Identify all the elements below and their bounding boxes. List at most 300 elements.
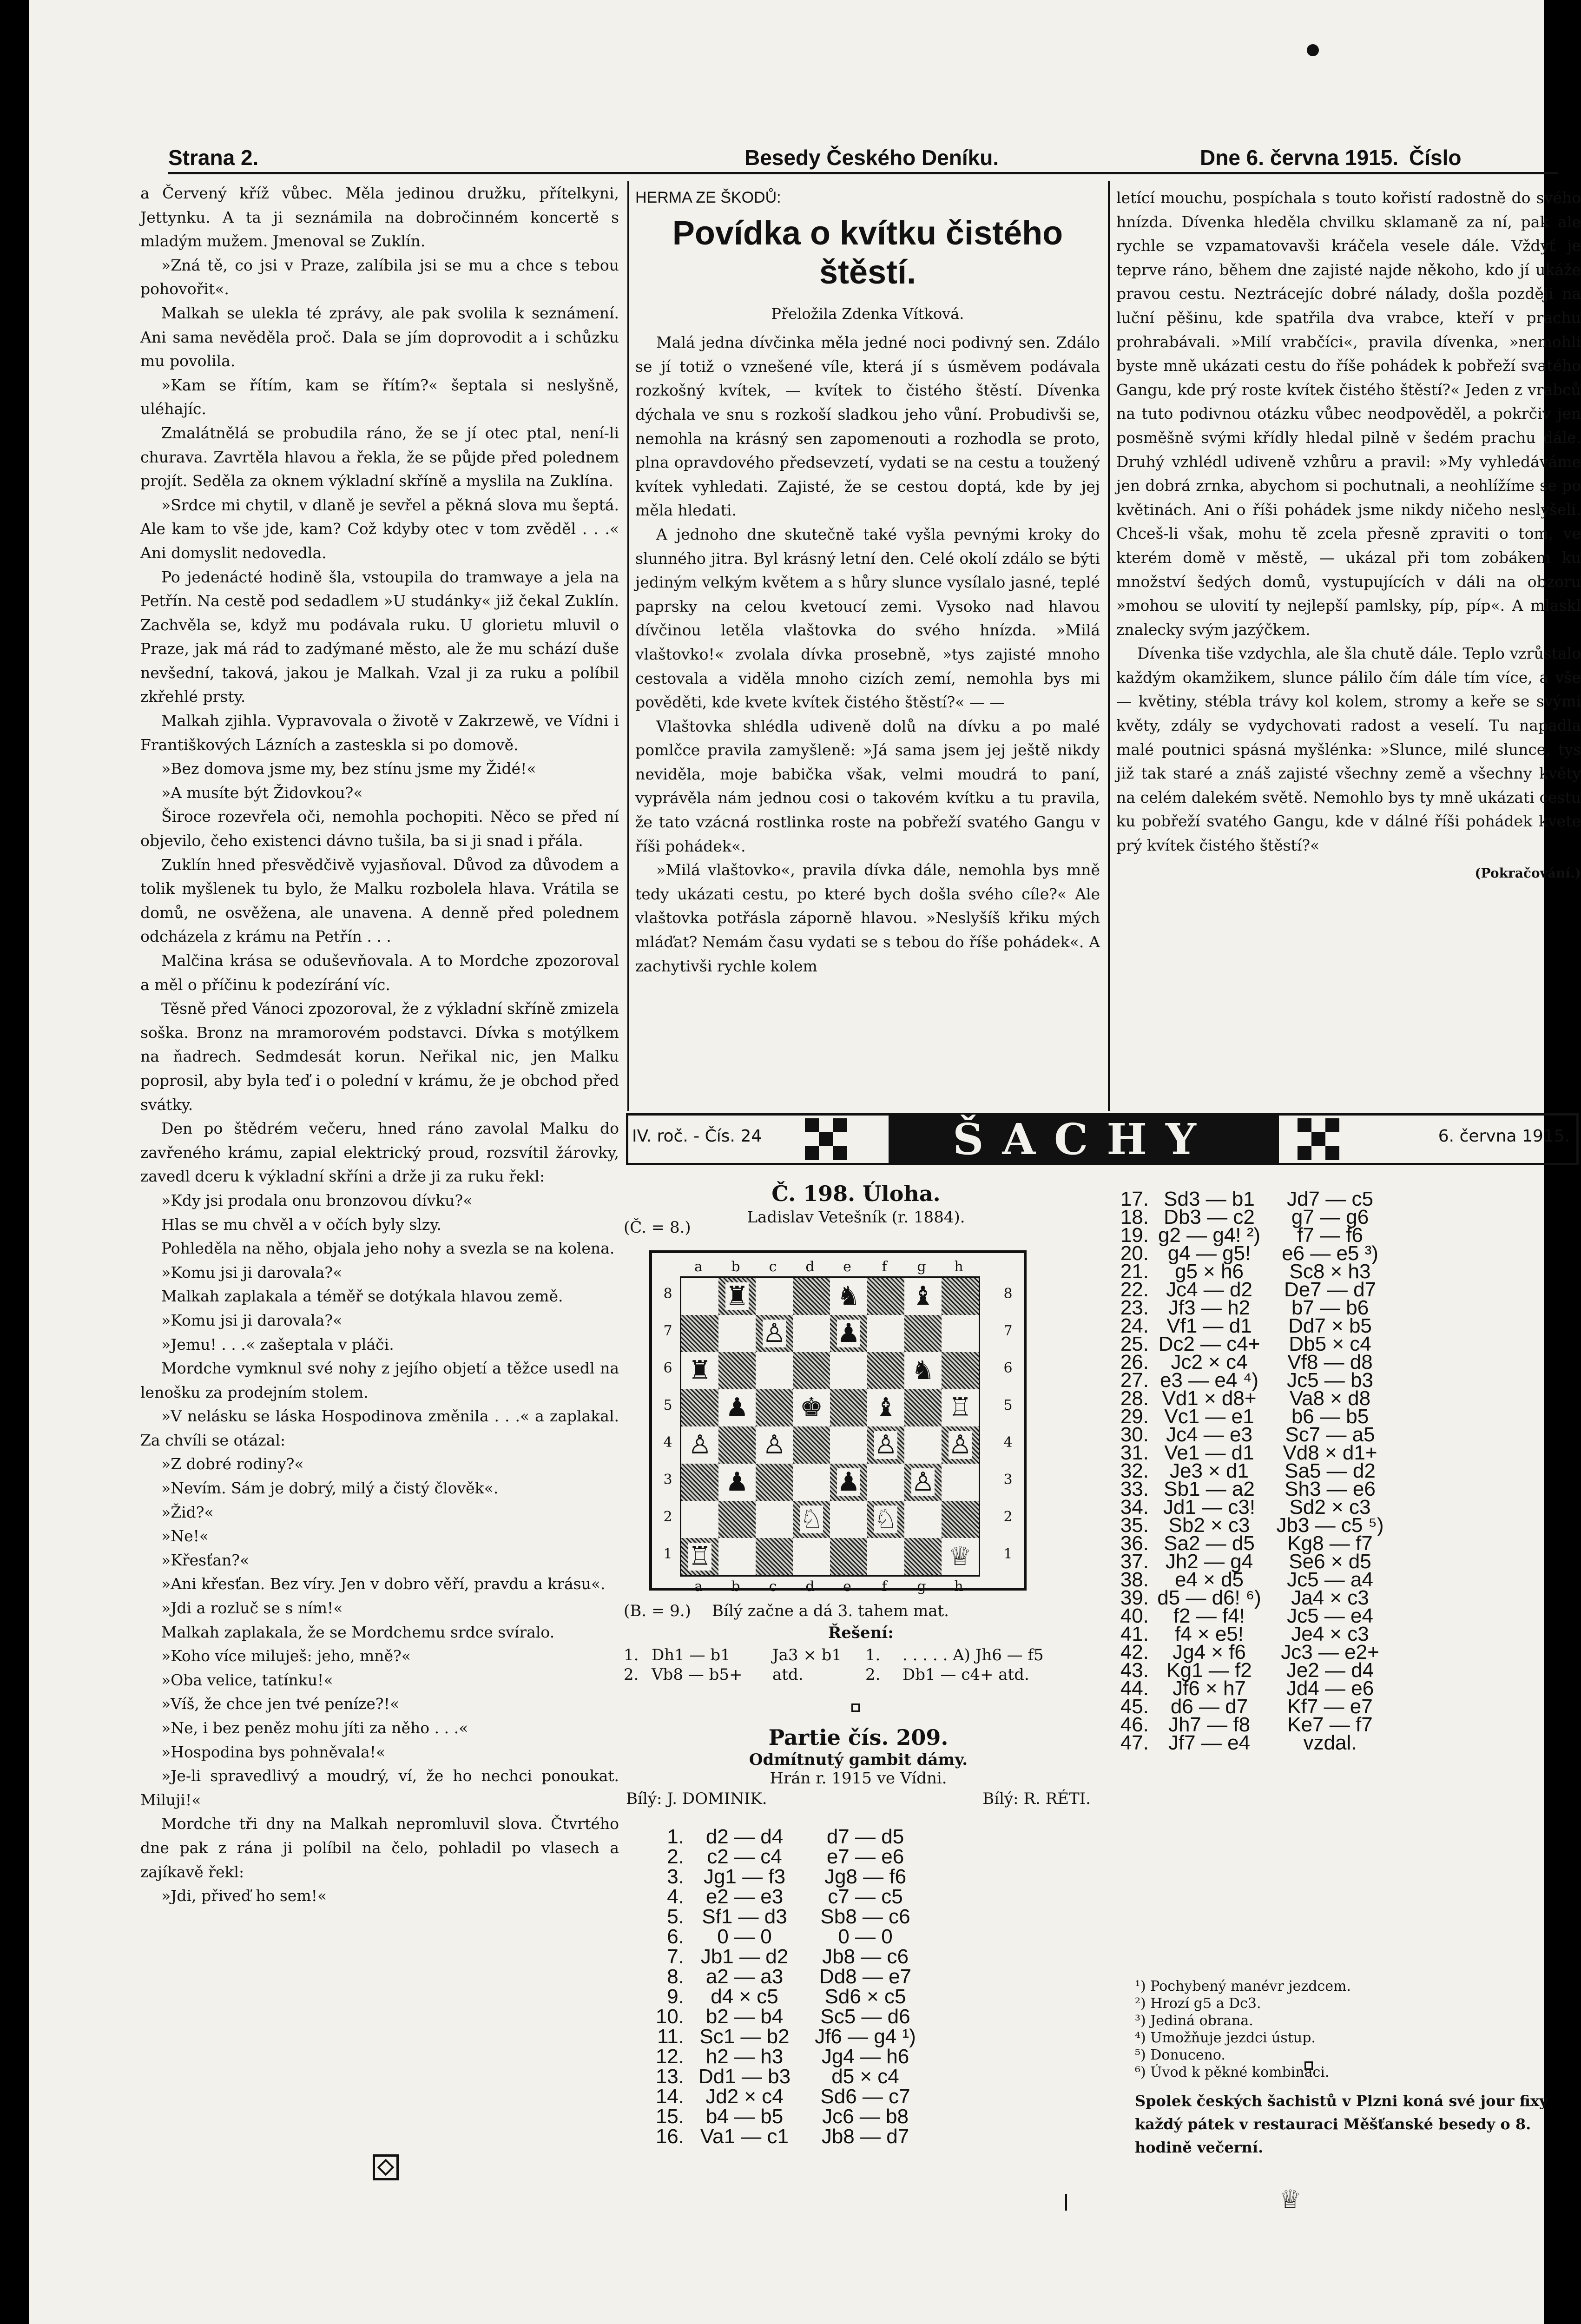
move-number: 41.	[1120, 1623, 1149, 1645]
white-move: Dd1 — b3	[698, 2065, 791, 2088]
issue-label: Číslo	[1409, 145, 1462, 170]
rank-label: 8	[1003, 1286, 1013, 1302]
paragraph: »Křesťan?«	[161, 1551, 250, 1569]
paragraph: »Jemu! . . .« zašeptala v pláči.	[161, 1335, 394, 1353]
chess-piece: ♘	[874, 1504, 898, 1534]
white-move: 0 — 0	[717, 1925, 772, 1948]
white-move: Jd1 — c3!	[1163, 1496, 1256, 1519]
paragraph: letící mouchu, pospíchala s touto kořistí radostně do svého hnízda. Dívenka hleděla chvilku sklamaně za ní, pak ale rychle se vzpamatovavši kráčela vesele dále. Vždyť je teprve ráno, během dne zajisté najde někoho, kdo jí ukáže pravou cestu. Neztrácejíc dobré nálady, došla později na luční pěšinu, kde spatřila dva vrabce, kteří v prachu prohrabávali. »Milí vrabčíci«, pravila dívenka, »nemohli byste mně ukázati cestu do říše pohádek k pobřeží svatého Gangu, kde prý roste kvítek čistého štěstí?« Jeden z vrabců na tuto podivnou otázku vůbec neodpověděl, a pokrčiv jen posměšně svými křídly hledal pilně v šedém prachu dále. Druhý vzhlédl udiveně vzhůru a pravil: »My vyhledáváme jen dobrá zrnka, abychom si pochutnali, a neohlížíme se po květinách. Ani o říši pohádek jsme nikdy ničeho neslyšeli. Chceš-li však, mohu tě zcela přesně zpraviti o tom, ve kterém domě v městě, — ukázal při tom zobákem ku množství šedých domů, vystupujících v dáli na obzoru »mohou se ulovití ty nejlepší pamlsky, píp, píp«. A mlaskl znalecky svým jazýčkem.	[1116, 189, 1581, 639]
rank-label: 6	[663, 1360, 672, 1376]
white-move: Je3 × d1	[1169, 1459, 1249, 1482]
chess-diagram	[649, 1250, 1027, 1595]
note: ¹) Pochybený manévr jezdcem.	[1135, 1978, 1351, 1994]
paragraph: Široce rozevřela oči, nemohla pochopiti. Něco se před ní objevilo, čeho existenci dávno tušila, ba si ji snad i přála.	[140, 807, 619, 850]
rank-label: 1	[1003, 1546, 1013, 1562]
black-move: Vd8 × d1+	[1283, 1441, 1377, 1464]
move-number: 24.	[1120, 1314, 1149, 1337]
chess-piece: ♟	[837, 1318, 861, 1348]
white-move: Dc2 — c4+	[1158, 1333, 1260, 1355]
white-move: Jf3 — h2	[1168, 1296, 1251, 1319]
rank-label: 6	[1003, 1360, 1013, 1376]
white-move: d5 — d6! ⁶)	[1157, 1586, 1261, 1609]
black-move: Dd8 — e7	[819, 1965, 912, 1988]
paragraph: »Srdce mi chytil, v dlaně je sevřel a pěkná slova mu šeptá. Ale kam to vše jde, kam? Což kdyby otec v tom zvěděl . . .« Ani domyslit nedovedla.	[140, 495, 619, 562]
column-rule	[1065, 2194, 1067, 2211]
board-square-f8	[867, 1278, 904, 1315]
chess-piece: ♙	[911, 1467, 935, 1497]
board-square-f4	[867, 1426, 904, 1464]
chess-piece: ♞	[911, 1355, 935, 1386]
white-move: e3 — e4 ⁴)	[1159, 1369, 1259, 1392]
white-move: a2 — a3	[705, 1965, 784, 1988]
story-body	[635, 330, 1100, 978]
black-move: Sc5 — d6	[820, 2005, 910, 2028]
move-row	[633, 1867, 926, 1887]
move-number: 16.	[655, 2125, 684, 2148]
game-title: Partie čís. 209.	[768, 1725, 949, 1750]
move-number: 11.	[657, 2025, 684, 2048]
chess-piece: ♙	[874, 1430, 898, 1460]
paragraph: Malá jedna dívčinka měla jedné noci podivný sen. Zdálo se jí totiž o vznešené víle, která jí s úsměvem podávala rozkošný kvítek, — kvítek to čistého štěstí. Dívenka dýchala ve snu s rozkoší sladkou jeho vůní. Probudivši se, nemohla na krásný sen zapomenouti a rozhodla se proto, plna opravdového předsevzetí, vydati se na cestu a toužený kvítek vyhledati. Zajisté, že se cestou doptá, kde by jej měla hledati.	[635, 333, 1100, 520]
solution-cell: 1.	[624, 1646, 639, 1664]
black-move: b6 — b5	[1291, 1405, 1369, 1428]
white-move: Jg1 — f3	[703, 1865, 786, 1888]
white-move: Db3 — c2	[1164, 1206, 1255, 1228]
file-label: h	[954, 1578, 963, 1595]
board-square-g2	[904, 1501, 942, 1538]
board-square-e8	[830, 1278, 867, 1315]
move-number: 13.	[655, 2065, 684, 2088]
rank-label: 3	[663, 1472, 672, 1488]
board-square-b2	[718, 1501, 756, 1538]
solution-row	[624, 1665, 1098, 1684]
board-square-d6	[793, 1352, 830, 1389]
black-move: Jc6 — b8	[822, 2105, 909, 2128]
board-square-f6	[867, 1352, 904, 1389]
rank-label: 8	[663, 1286, 672, 1302]
move-row	[1098, 1731, 1390, 1754]
white-move: g2 — g4! ²)	[1158, 1224, 1261, 1247]
paragraph: »Jdi a rozluč se s ním!«	[161, 1599, 343, 1618]
white-move: Va1 — c1	[700, 2125, 789, 2148]
paragraph: Dívenka tiše vzdychla, ale šla chutě dále. Teplo vzrůstalo každým okamžikem, slunce pálilo čím dále tím více, a vše — květiny, stébla trávy kol kolem, stromy a keře se svými květy, zdály se vydychovati radost a veselí. Tu napadla malé poutnici spásná myšlénka: »Slunce, milé slunce, tys již tak staré a znáš zajisté všechny země a všechny květy na celém dalekém světě. Nemohlo bys ty mně ukázati cestu ku pobřeží svatého Gangu, kde v dálné říši pohádek kvete prý kvítek čistého štěstí?«	[1116, 644, 1581, 855]
checkerboard-icon	[805, 1118, 847, 1160]
move-number: 47.	[1120, 1731, 1149, 1754]
black-move: Vf8 — d8	[1287, 1351, 1373, 1373]
move-number: 37.	[1120, 1550, 1149, 1573]
white-move: Sf1 — d3	[702, 1905, 787, 1928]
black-move: Jc5 — b3	[1287, 1369, 1373, 1392]
chess-piece: ♙	[762, 1318, 786, 1348]
chess-board	[680, 1276, 980, 1577]
paragraph: »Zná tě, co jsi v Praze, zalíbila jsi se mu a chce s tebou pohovořit«.	[140, 256, 619, 298]
chess-piece: ♟	[725, 1393, 749, 1423]
white-move: Vd1 × d8+	[1162, 1387, 1257, 1410]
board-square-f2	[867, 1501, 904, 1538]
board-square-b6	[718, 1352, 756, 1389]
white-move: Jc2 × c4	[1171, 1351, 1248, 1373]
black-move: f7 — f6	[1297, 1224, 1363, 1247]
board-square-a2	[681, 1501, 718, 1538]
paragraph: »Hospodina bys pohněvala!«	[161, 1743, 386, 1761]
board-square-d3	[793, 1464, 830, 1501]
column-rule	[627, 181, 629, 1111]
move-number: 20.	[1120, 1242, 1149, 1265]
move-number: 26.	[1120, 1351, 1149, 1373]
file-label: g	[917, 1578, 926, 1595]
board-square-d2	[793, 1501, 830, 1538]
paragraph: Malkah se ulekla té zprávy, ale pak svolila k seznámení. Ani sama nevěděla proč. Dala se jím doprovodit a i schůzku mu povolila.	[140, 304, 619, 370]
note: ²) Hrozí g5 a Dc3.	[1135, 1995, 1261, 2012]
move-number: 3.	[667, 1865, 684, 1888]
board-square-g6	[904, 1352, 942, 1389]
paragraph: »Víš, že chce jen tvé peníze?!«	[161, 1695, 400, 1713]
white-move: c2 — c4	[707, 1845, 782, 1868]
black-move: Ja4 × c3	[1291, 1586, 1369, 1609]
move-number: 29.	[1120, 1405, 1149, 1428]
black-move: c7 — c5	[828, 1885, 903, 1908]
rank-label: 1	[663, 1546, 672, 1562]
white-move: Jc4 — e3	[1166, 1423, 1252, 1446]
board-square-e3	[830, 1464, 867, 1501]
black-move: Jb8 — c6	[822, 1945, 909, 1968]
board-square-c2	[756, 1501, 793, 1538]
board-square-g8	[904, 1278, 942, 1315]
file-label: c	[769, 1578, 777, 1595]
paragraph: Těsně před Vánoci zpozoroval, že z výkladní skříně zmizela soška. Bronz na mramorovém podstavci. Dívka s motýlkem na ňadrech. Sedmdesát korun. Neřikal nic, jen Malku poprosil, aby byla teď i o polední v krámu, že je obchod před svátky.	[140, 999, 619, 1114]
checkerboard-icon	[1298, 1118, 1339, 1160]
move-number: 19.	[1120, 1224, 1149, 1247]
queen-icon: ♕	[1279, 2185, 1302, 2214]
move-number: 18.	[1120, 1206, 1149, 1228]
chess-piece: ♞	[837, 1281, 861, 1311]
file-label: a	[694, 1578, 703, 1595]
file-label: g	[917, 1259, 926, 1275]
black-player: Bílý: R. RÉTI.	[982, 1789, 1091, 1808]
move-row	[633, 2086, 926, 2106]
story-body-continued	[1116, 186, 1581, 858]
chess-piece: ♚	[799, 1393, 823, 1423]
paragraph: »Je-li spravedlivý a moudrý, ví, že ho nechci ponoukat. Miluji!«	[140, 1767, 619, 1809]
white-move: e4 × d5	[1174, 1568, 1244, 1591]
chess-piece: ♝	[911, 1281, 935, 1311]
board-square-e2	[830, 1501, 867, 1538]
paragraph: Malkah zjihla. Vypravovala o životě v Zakrzewě, ve Vídni i Františkových Lázních a zasteskla si po domově.	[140, 712, 619, 754]
move-number: 12.	[655, 2045, 684, 2068]
club-notice: Spolek českých šachistů v Plzni koná své jour fixy každý pátek v restauraci Měšťanské besedy o 8. hodině večerní.	[1135, 2092, 1548, 2156]
rank-label: 4	[663, 1434, 672, 1451]
black-move: Sd2 × c3	[1289, 1496, 1371, 1519]
move-number: 44.	[1120, 1677, 1149, 1700]
move-number: 7.	[667, 1945, 684, 1968]
black-move: Jc5 — a4	[1287, 1568, 1373, 1591]
file-label: b	[731, 1259, 740, 1275]
black-move: Jc5 — e4	[1287, 1604, 1373, 1627]
story-title: Povídka o kvítku čistého štěstí.	[672, 214, 1063, 291]
separator-icon	[1304, 2061, 1313, 2070]
board-square-a7	[681, 1315, 718, 1352]
black-move: Dd7 × b5	[1288, 1314, 1372, 1337]
move-number: 6.	[667, 1925, 684, 1948]
white-move: Sa2 — d5	[1164, 1532, 1255, 1555]
black-move: Jg8 — f6	[824, 1865, 907, 1888]
move-number: 27.	[1120, 1369, 1149, 1392]
move-row	[633, 2067, 926, 2086]
board-square-f3	[867, 1464, 904, 1501]
board-square-e1	[830, 1538, 867, 1575]
game-opening: Odmítnutý gambit dámy.	[749, 1750, 968, 1769]
white-move: Ve1 — d1	[1164, 1441, 1254, 1464]
paragraph: Mordche vymknul své nohy z jejího objetí a těžce usedl na lenošku za prodejním stolem.	[140, 1359, 619, 1401]
board-square-g7	[904, 1315, 942, 1352]
move-number: 22.	[1120, 1278, 1149, 1301]
board-square-d8	[793, 1278, 830, 1315]
move-row	[633, 1847, 926, 1867]
move-row	[633, 1927, 926, 1947]
paragraph: »Žid?«	[161, 1503, 214, 1521]
file-label: d	[805, 1578, 815, 1595]
rank-label: 3	[1003, 1472, 1013, 1488]
board-square-c3	[756, 1464, 793, 1501]
black-move: e6 — e5 ³)	[1282, 1242, 1378, 1265]
move-number: 10.	[655, 2005, 684, 2028]
white-move: Sb1 — a2	[1164, 1478, 1255, 1500]
board-square-b7	[718, 1315, 756, 1352]
board-square-b5	[718, 1389, 756, 1426]
board-square-a3	[681, 1464, 718, 1501]
black-move: Jb3 — c5 ⁵)	[1276, 1514, 1384, 1537]
move-number: 23.	[1120, 1296, 1149, 1319]
issue-date: Dne 6. června 1915.	[1200, 145, 1399, 170]
board-square-d4	[793, 1426, 830, 1464]
white-count: (B. = 9.)	[624, 1602, 691, 1620]
board-square-h2	[942, 1501, 979, 1538]
paragraph: »Koho více miluješ: jeho, mně?«	[161, 1647, 411, 1665]
chess-piece: ♜	[725, 1281, 749, 1311]
board-square-c7	[756, 1315, 793, 1352]
file-label: d	[805, 1259, 815, 1275]
solution-cell: . . . . . A) Jh6 — f5	[902, 1646, 1044, 1664]
board-square-h6	[942, 1352, 979, 1389]
ornament-icon	[373, 2154, 399, 2180]
board-square-h5	[942, 1389, 979, 1426]
chess-piece: ♙	[688, 1430, 712, 1460]
game-moves-2	[1098, 1190, 1390, 1752]
black-count: (Č. = 8.)	[624, 1218, 691, 1237]
paragraph: Mordche tři dny na Malkah nepromluvil slova. Čtvrtého dne pak z rána ji políbil na čelo, pohladil po vlasech a zajíkavě řekl:	[140, 1815, 619, 1881]
chess-piece: ♙	[762, 1430, 786, 1460]
move-number: 14.	[655, 2085, 684, 2108]
chess-piece: ♕	[948, 1541, 972, 1571]
paragraph: »Milá vlaštovko«, pravila dívka dále, nemohla bys mně tedy ukázati cestu, po které bych došla svého cíle?« Ale vlaštovka potřásla záporně hlavou. »Neslyšíš křiku mých mláďat? Nemám času vydati se s tebou do říše pohádek«. A zachytivši rychle kolem	[635, 861, 1100, 975]
black-move: Kf7 — e7	[1287, 1695, 1373, 1718]
file-label: b	[731, 1578, 740, 1595]
white-player: Bílý: J. DOMINIK.	[626, 1789, 767, 1808]
story-column-1	[140, 181, 619, 1908]
white-move: Jc4 — d2	[1166, 1278, 1252, 1301]
black-move: Sa5 — d2	[1285, 1459, 1376, 1482]
black-move: Jf6 — g4 ¹)	[815, 2025, 916, 2048]
black-move: g7 — g6	[1291, 1206, 1369, 1228]
rank-label: 4	[1003, 1434, 1013, 1451]
game-moves-1	[633, 1827, 926, 2146]
black-move: d5 × c4	[831, 2065, 899, 2088]
white-move: g5 × h6	[1174, 1260, 1244, 1283]
rank-label: 7	[1003, 1323, 1013, 1339]
white-move: d2 — d4	[705, 1825, 784, 1848]
paragraph: Den po štědrém večeru, hned ráno zavolal Malku do zavřeného krámu, zapial elektrický proud, rozsvítil žárovky, zavedl dceru k výkladní skříni a drže ji za ruku řekl:	[140, 1119, 619, 1186]
board-square-g3	[904, 1464, 942, 1501]
black-move: Ke7 — f7	[1287, 1713, 1373, 1736]
note: ³) Jediná obrana.	[1135, 2013, 1253, 2029]
move-row	[633, 1967, 926, 1987]
black-move: vzdal.	[1303, 1731, 1357, 1754]
black-move: Jb8 — d7	[821, 2125, 909, 2148]
board-square-h8	[942, 1278, 979, 1315]
paragraph: »Bez domova jsme my, bez stínu jsme my Židé!«	[161, 759, 536, 778]
note: ⁶) Úvod k pěkné kombinaci.	[1135, 2064, 1330, 2080]
board-square-a5	[681, 1389, 718, 1426]
move-row	[633, 2106, 926, 2126]
move-number: 15.	[655, 2105, 684, 2128]
continued-note: (Pokračování.)	[1475, 865, 1581, 881]
problem-title: Č. 198. Úloha.	[771, 1181, 941, 1206]
note: ⁵) Donuceno.	[1135, 2047, 1225, 2063]
page-header	[168, 145, 1558, 174]
problem-task: Bílý začne a dá 3. tahem mat.	[712, 1602, 949, 1620]
board-square-e4	[830, 1426, 867, 1464]
file-label: c	[769, 1259, 777, 1275]
board-square-e7	[830, 1315, 867, 1352]
solution-label: Řešení:	[828, 1624, 894, 1642]
move-row	[633, 2126, 926, 2146]
board-square-a4	[681, 1426, 718, 1464]
move-number: 32.	[1120, 1459, 1149, 1482]
column-rule	[1108, 181, 1110, 1111]
chess-piece: ♖	[948, 1393, 972, 1423]
move-row	[633, 1827, 926, 1847]
black-move: Sc8 × h3	[1289, 1260, 1371, 1283]
move-row	[633, 1887, 926, 1907]
paragraph: »Ani křesťan. Bez víry. Jen v dobro věří, pravdu a krásu«.	[161, 1575, 606, 1593]
paragraph: »A musíte být Židovkou?«	[161, 783, 363, 802]
white-move: b4 — b5	[705, 2105, 784, 2128]
rank-label: 5	[1003, 1397, 1013, 1413]
board-square-g1	[904, 1538, 942, 1575]
black-move: Je4 × c3	[1291, 1623, 1369, 1645]
white-move: Sb2 × c3	[1168, 1514, 1250, 1537]
board-square-b3	[718, 1464, 756, 1501]
move-row	[633, 2007, 926, 2027]
move-number: 36.	[1120, 1532, 1149, 1555]
game-notes	[1135, 1978, 1351, 2081]
board-square-b4	[718, 1426, 756, 1464]
move-number: 33.	[1120, 1478, 1149, 1500]
page-number: Strana 2.	[168, 145, 259, 170]
problem-solution	[624, 1645, 1098, 1684]
board-square-c8	[756, 1278, 793, 1315]
paragraph: Zuklín hned přesvědčivě vyjasňoval. Důvod za důvodem a tolik myšlenek tu bylo, že Malku rozbolela hlava. Vrátila se domů, ne osvěžena, ale unavena. A denně před polednem odcházela z krámu na Petřín . . .	[140, 855, 619, 946]
chess-game	[626, 1724, 1091, 1808]
board-square-c5	[756, 1389, 793, 1426]
chess-heading: ŠACHY	[889, 1116, 1279, 1163]
chess-piece: ♙	[948, 1430, 972, 1460]
move-number: 43.	[1120, 1659, 1149, 1682]
board-square-g5	[904, 1389, 942, 1426]
rank-label: 2	[1003, 1509, 1013, 1525]
board-square-c4	[756, 1426, 793, 1464]
white-move: Kg1 — f2	[1166, 1659, 1252, 1682]
chess-date: 6. června 1915.	[1438, 1127, 1570, 1146]
black-move: Je2 — d4	[1286, 1659, 1374, 1682]
solution-cell: Ja3 × b1	[772, 1646, 842, 1664]
white-move: Jh7 — f8	[1168, 1713, 1251, 1736]
story-kicker: HERMA ZE ŠKODŮ:	[635, 189, 781, 206]
board-square-d5	[793, 1389, 830, 1426]
paragraph: »Kdy jsi prodala onu bronzovou dívku?«	[161, 1191, 473, 1209]
black-move: Jd4 — e6	[1286, 1677, 1374, 1700]
board-square-a1	[681, 1538, 718, 1575]
move-number: 9.	[667, 1985, 684, 2008]
paragraph: »Z dobré rodiny?«	[161, 1455, 304, 1473]
board-square-g4	[904, 1426, 942, 1464]
paragraph: »Kam se řítím, kam se řítím?« šeptala si neslyšně, uléhajíc.	[140, 376, 619, 418]
paragraph: »Jdi, přiveď ho sem!«	[161, 1887, 327, 1905]
ink-dot	[1307, 44, 1319, 56]
paragraph: Malkah zaplakala a téměř se dotýkala hlavou země.	[161, 1287, 563, 1306]
black-move: Sd6 — c7	[820, 2085, 910, 2108]
chess-banner	[626, 1113, 1579, 1165]
black-move: Jd7 — c5	[1287, 1188, 1373, 1210]
white-move: Vf1 — d1	[1166, 1314, 1252, 1337]
white-move: f4 × e5!	[1174, 1623, 1244, 1645]
paragraph: Vlaštovka shlédla udiveně dolů na dívku a po malé pomlčce pravila zamyšleně: »Já sama jsem jej ještě nikdy neviděla, moje babička však, velmi moudrá to paní, vyprávěla nám jednou cosi o takovém kvítku a tu pravila, že tato vzácná rostlinka roste na pobřeží svatého Gangu v říši pohádek«.	[635, 717, 1100, 855]
chess-piece: ♟	[837, 1467, 861, 1497]
board-square-f7	[867, 1315, 904, 1352]
chess-piece: ♖	[688, 1541, 712, 1571]
white-move: Sc1 — b2	[699, 2025, 790, 2048]
move-number: 39.	[1120, 1586, 1149, 1609]
paragraph: »Komu jsi ji darovala?«	[161, 1263, 343, 1281]
chess-piece: ♟	[725, 1467, 749, 1497]
move-row	[633, 1987, 926, 2007]
solution-cell: Vb8 — b5+	[652, 1665, 743, 1684]
move-number: 42.	[1120, 1641, 1149, 1664]
black-move: Jc3 — e2+	[1281, 1641, 1379, 1664]
board-square-f5	[867, 1389, 904, 1426]
move-number: 1.	[667, 1825, 684, 1848]
white-move: Vc1 — e1	[1164, 1405, 1254, 1428]
white-move: d4 × c5	[711, 1985, 778, 2008]
paragraph: Malkah zaplakala, že se Mordchemu srdce svíralo.	[161, 1623, 555, 1641]
board-square-h7	[942, 1315, 979, 1352]
solution-cell: 2.	[865, 1665, 881, 1684]
black-move: Sh3 — e6	[1285, 1478, 1376, 1500]
board-square-c1	[756, 1538, 793, 1575]
story-column-2	[635, 186, 1100, 978]
chess-piece: ♘	[799, 1504, 823, 1534]
black-move: Sd6 × c5	[824, 1985, 906, 2008]
white-move: Jf6 × h7	[1173, 1677, 1246, 1700]
solution-cell: 1.	[865, 1646, 881, 1664]
board-square-d1	[793, 1538, 830, 1575]
white-move: d6 — d7	[1170, 1695, 1248, 1718]
white-move: b2 — b4	[705, 2005, 784, 2028]
board-square-d7	[793, 1315, 830, 1352]
black-move: e7 — e6	[826, 1845, 904, 1868]
paragraph: A jednoho dne skutečně také vyšla pevnými kroky do slunného jitra. Byl krásný letní den. Celé okolí zdálo se býti jediným velkým květem a s hůry slunce vysílalo jasné, teplé paprsky na celou kvetoucí zemi. Vysoko nad hlavou dívčinou letěla vlaštovka do svého hnízda. »Milá vlaštovko!« zvolala dívka prosebně, »tys zajisté mnoho cestovala a viděla mnoho cizích zemí, nemohla bys mi pověděti, kde kvete kvítek čistého štěstí?« — —	[635, 525, 1100, 712]
black-move: Jg4 — h6	[821, 2045, 909, 2068]
